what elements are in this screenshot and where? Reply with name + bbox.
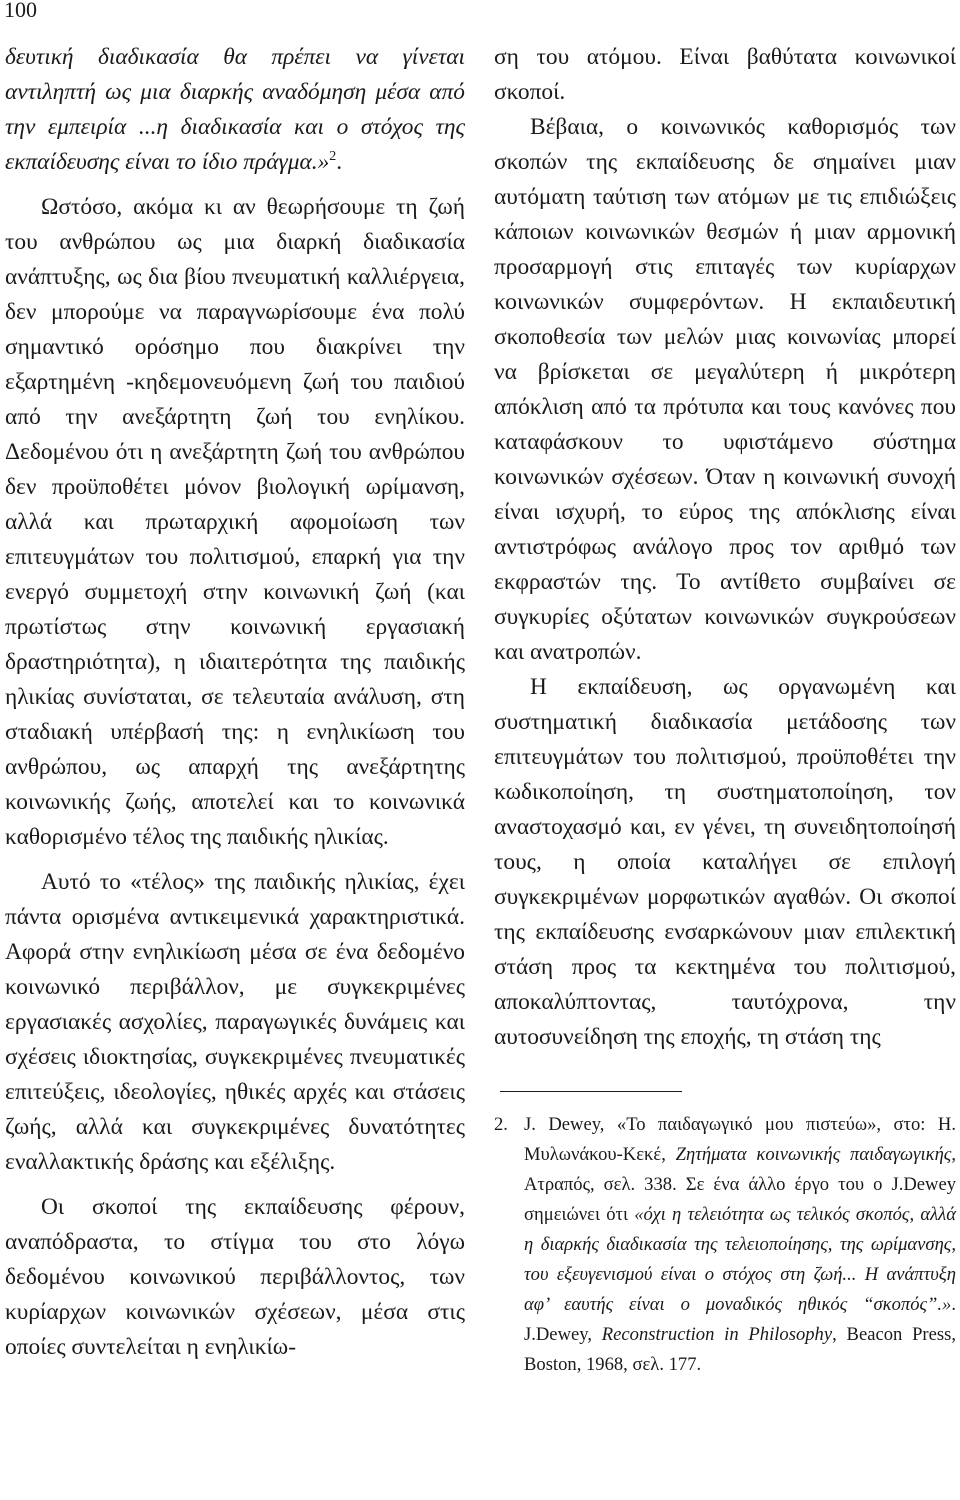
paragraph: Οι σκοποί της εκπαίδευσης φέρουν, αναπόδραστα, το στίγμα του στο λόγω δεδομένου κοινωνικού περιβάλλοντος, των κυρίαρχων κοινωνικών σχέσεων, μέσα στις οποίες συντελείται η ενηλικίω- [5, 1194, 465, 1360]
dewey-quote: δευτική διαδικασία θα πρέπει να γίνεται αντιληπτή ως μια διαρκής αναδόμηση μέσα από την εμπειρία ...η διαδικασία και ο στόχος της εκπαίδευσης είναι το ίδιο πράγμα.» [5, 44, 465, 175]
paragraph: Βέβαια, ο κοινωνικός καθορισμός των σκοπών της εκπαίδευσης δε σημαίνει μιαν αυτόματη ταύτιση των ατόμων με τις επιδιώξεις κάποιων κοινωνικών θεσμών ή μιαν αρμονική προσαρμογή στις επιταγές των κυρίαρχων κοινωνικών συμφερόντων. Η εκπαιδευτική σκοποθεσία των μελών μιας κοινωνίας μπορεί να βρίσκεται σε μεγαλύτερη ή μικρότερη απόκλιση από τα πρότυπα και τους κανόνες που καταφάσκουν το υφιστάμενο σύστημα κοινωνικών σχέσεων. Όταν η κοινωνική συνοχή είναι ισχυρή, το εύρος της απόκλισης είναι αντιστρόφως ανάλογο προς τον αριθμό των εκφραστών της. Το αντίθετο συμβαίνει σε συγκυρίες οξύτατων κοινωνικών συγκρούσεων και ανατροπών. [494, 114, 956, 665]
footnote-book-title: Reconstruction in Philosophy [601, 1324, 833, 1345]
footnote [494, 1110, 956, 1380]
paragraph: Ωστόσο, ακόμα κι αν θεωρήσουμε τη ζωή του ανθρώπου ως μια διαρκή διαδικασία ανάπτυξης, ως δια βίου πνευματική καλλιέργεια, δεν μπορούμε να παραγνωρίσουμε ένα πολύ σημαντικό ορόσημο που διακρίνει την εξαρτημένη -κηδεμονευόμενη ζωή του παιδιού από την ανεξάρτητη ζωή του ενηλίκου. Δεδομένου ότι η ανεξάρτητη ζωή του ανθρώπου δεν προϋποθέτει μόνον βιολογική ωρίμανση, αλλά και πρωταρχική αφομοίωση των επιτευγμάτων του πολιτισμού, επαρκή για την ενεργό συμμετοχή στην κοινωνική ζωή (και πρωτίστως στην κοινωνική εργασιακή δραστηριότητα), η ιδιαιτερότητα της παιδικής ηλικίας συνίσταται, σε τελευταία ανάλυση, στη σταδιακή υπέρβασή της: η ενηλικίωση του ανθρώπου, ως απαρχή της ανεξάρτητης κοινωνικής ζωής, αποτελεί και το κοινωνικά καθορισμένο τέλος της παιδικής ηλικίας. [5, 194, 465, 850]
paragraph: Αυτό το «τέλος» της παιδικής ηλικίας, έχει πάντα ορισμένα αντικειμενικά χαρακτηριστικά. Αφορά στην ενηλικίωση μέσα σε ένα δεδομένο κοινωνικό περιβάλλον, με συγκεκριμένες εργασιακές ασχολίες, παραγωγικές δυνάμεις και σχέσεις ιδιοκτησίας, συγκεκριμένες πνευματικές επιτεύξεις, ιδεολογίες, ηθικές αρχές και στάσεις ζωής, αλλά και συγκεκριμένες δυνατότητες εναλλακτικής δράσης και εξέλιξης. [5, 869, 465, 1175]
footnote-divider [500, 1091, 682, 1092]
quote-end: . [336, 149, 343, 175]
footnote-text: J. Dewey, «Το παιδαγωγικό μου πιστεύω», στο: Η. Μυλωνάκου-Κεκέ, [524, 1114, 956, 1165]
footnote-quote: «όχι η τελειότητα ως τελικός σκοπός, αλλά η διαρκής διαδικασία της τελειοποίησης, της ωρίμανσης, του εξευγενισμού είναι ο στόχος στη ζωή... Η ανάπτυξη αφ’ εαυτής είναι ο μοναδικός ηθικός “σκοπός”.» [524, 1204, 956, 1315]
paragraph: ση του ατόμου. Είναι βαθύτατα κοινωνικοί σκοποί. [494, 44, 956, 105]
page-number: 100 [4, 0, 37, 22]
left-column [5, 40, 465, 1365]
footnote-text: , Beacon Press, Boston, 1968, σελ. 177. [524, 1324, 956, 1375]
footnote-number: 2. [494, 1114, 508, 1135]
footnote-book-title: Ζητήματα κοινωνικής παιδαγωγικής [675, 1144, 952, 1165]
footnote-text: . J.Dewey, [524, 1294, 956, 1345]
footnote-reference[interactable]: 2 [329, 149, 337, 165]
footnote-text: , Ατραπός, σελ. 338. Σε ένα άλλο έργο του ο J.Dewey σημειώνει ότι [524, 1144, 956, 1225]
right-column [494, 40, 956, 1380]
quote-continuation [5, 40, 465, 180]
paragraph: Η εκπαίδευση, ως οργανωμένη και συστηματική διαδικασία μετάδοσης των επιτευγμάτων του πολιτισμού, προϋποθέτει την κωδικοποίηση, τη συστηματοποίηση, τον αναστοχασμό και, εν γένει, τη συνειδητοποίησή τους, η οποία καταλήγει σε επιλογή συγκεκριμένων μορφωτικών αγαθών. Οι σκοποί της εκπαίδευσης ενσαρκώνουν μιαν επιλεκτική στάση προς τα κεκτημένα του πολιτισμού, αποκαλύπτοντας, ταυτόχρονα, την αυτοσυνείδηση της εποχής, τη στάση της [494, 674, 956, 1050]
